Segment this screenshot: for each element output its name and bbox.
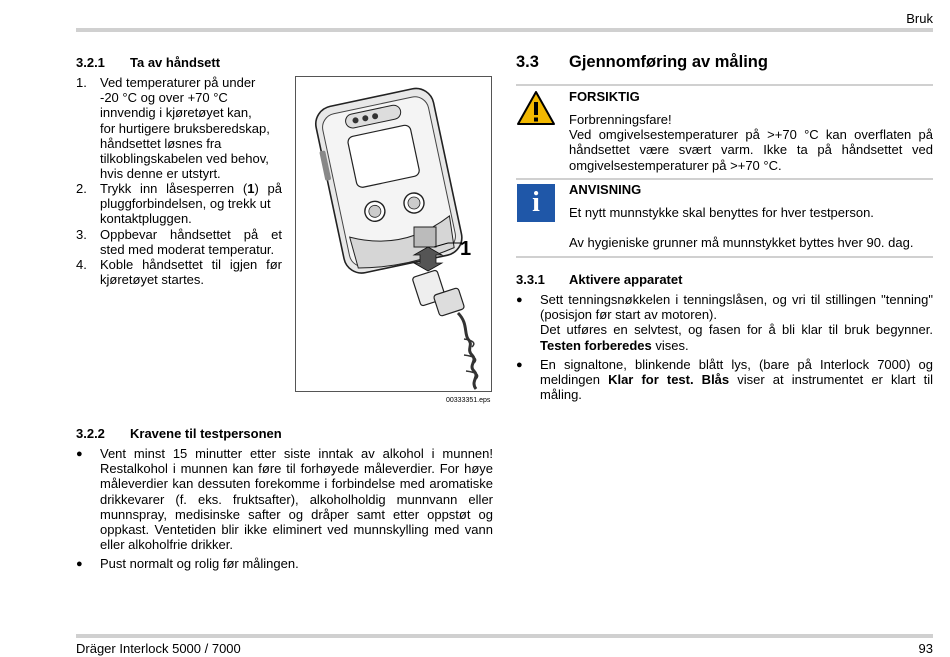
info-icon: i (517, 184, 555, 222)
step-line: hvis denne er utstyrt. (100, 166, 221, 182)
figure-id: 00333351.eps (446, 397, 491, 404)
handset-figure (295, 76, 492, 392)
section-title: Ta av håndsett (130, 55, 221, 70)
list-item: ● Pust normalt og rolig før målingen. (76, 556, 299, 571)
callout-number: 1 (460, 238, 472, 260)
caution-label: FORSIKTIG (569, 89, 640, 104)
step-line: Ved temperaturer på under (100, 75, 256, 90)
section-number: 3.2.2 (76, 426, 105, 441)
notice-label: ANVISNING (569, 182, 642, 197)
step-line: -20 °C og over +70 °C (100, 90, 228, 106)
step-line: innvendig i kjøretøyet kan, (100, 105, 252, 121)
step-line: kontaktpluggen. (100, 211, 192, 227)
step-4 (76, 257, 282, 287)
section-title: Aktivere apparatet (569, 272, 683, 287)
step-line: Trykk inn låsesperren (1) på (100, 181, 282, 196)
step-line: for hurtigere bruksberedskap, (100, 120, 270, 136)
section-3-2-1-heading (76, 55, 221, 70)
step-line: håndsettet løsnes fra (100, 135, 222, 151)
list-item: ● En signaltone, blinkende blått lys, (bare på Interlock 7000) og meldingen Klar for test. Blås viser at instrumentet er klart til måling. (516, 357, 933, 403)
handset-illustration (296, 77, 491, 391)
bullet-icon: ● (76, 558, 83, 570)
section-3-3-heading (516, 53, 916, 72)
step-line: kjøretøyet startes. (100, 272, 205, 288)
warning-icon (516, 90, 556, 126)
footer-product: Dräger Interlock 5000 / 7000 (76, 641, 241, 656)
section-number: 3.2.1 (76, 55, 105, 70)
section-number: 3.3.1 (516, 272, 545, 287)
header-rule (76, 28, 933, 32)
step-3 (76, 227, 282, 257)
header-section: Bruk (906, 11, 933, 26)
notice-bottom-rule (516, 256, 933, 258)
list-item: ● Sett tenningsnøkkelen i tenningslåsen, og vri til stillingen "tenning" (posisjon før start av motoren). Det utføres en selvtest, og fasen for å bli klar til bruk begynner. Testen forberedes vises. (516, 292, 933, 353)
step-line: pluggforbindelsen, og trekk ut (100, 196, 271, 212)
bullet-icon: ● (516, 359, 523, 371)
notice-text-1: Et nytt munnstykke skal benyttes for hver testperson. (569, 205, 874, 220)
handset-icon (310, 85, 465, 277)
section-title: Gjennomføring av måling (569, 53, 768, 71)
step-line: tilkoblingskabelen ved behov, (100, 151, 269, 167)
step-1 (76, 75, 282, 181)
notice-text-2: Av hygieniske grunner må munnstykket byttes hver 90. dag. (569, 235, 914, 250)
section-number: 3.3 (516, 53, 539, 71)
page-number: 93 (918, 641, 933, 656)
notice-top-rule (516, 178, 933, 180)
section-3-2-2-heading (76, 426, 376, 441)
step-line: Koble håndsettet til igjen før (100, 257, 282, 272)
caution-top-rule (516, 84, 933, 86)
list-item: ● Vent minst 15 minutter etter siste inntak av alkohol i munnen! Restalkohol i munnen kan føre til forhøyede måleverdier. For høye måleverdier kan dessuten forekomme i forbindelse med aromatiske drikkevarer (f. eks. fruktsafter), alkoholholdig munnvann eller munnspray, medisinske safter og dråper samt etter oppstøt og oppkast. Ventetiden blir ikke eliminert ved munnskylling med vann eller alkoholfrie drikker. (76, 446, 493, 553)
step-line: sted med moderat temperatur. (100, 242, 275, 258)
step-line: Oppbevar håndsettet på et (100, 227, 282, 242)
step-number: 4. (76, 257, 87, 272)
step-number: 1. (76, 75, 87, 90)
step-number: 2. (76, 181, 87, 196)
section-3-3-1-heading (516, 272, 816, 287)
bullet-icon: ● (516, 294, 523, 306)
step-2 (76, 181, 282, 227)
footer-rule (76, 634, 933, 638)
caution-text: Forbrenningsfare! Ved omgivelsestemperaturer på >+70 °C kan overflaten på håndsettet være svært varm. Ikke ta på håndsettet ved omgivelsestemperaturer på >+70 °C. (569, 112, 933, 173)
step-number: 3. (76, 227, 87, 242)
bullet-icon: ● (76, 448, 83, 460)
section-title: Kravene til testpersonen (130, 426, 282, 441)
